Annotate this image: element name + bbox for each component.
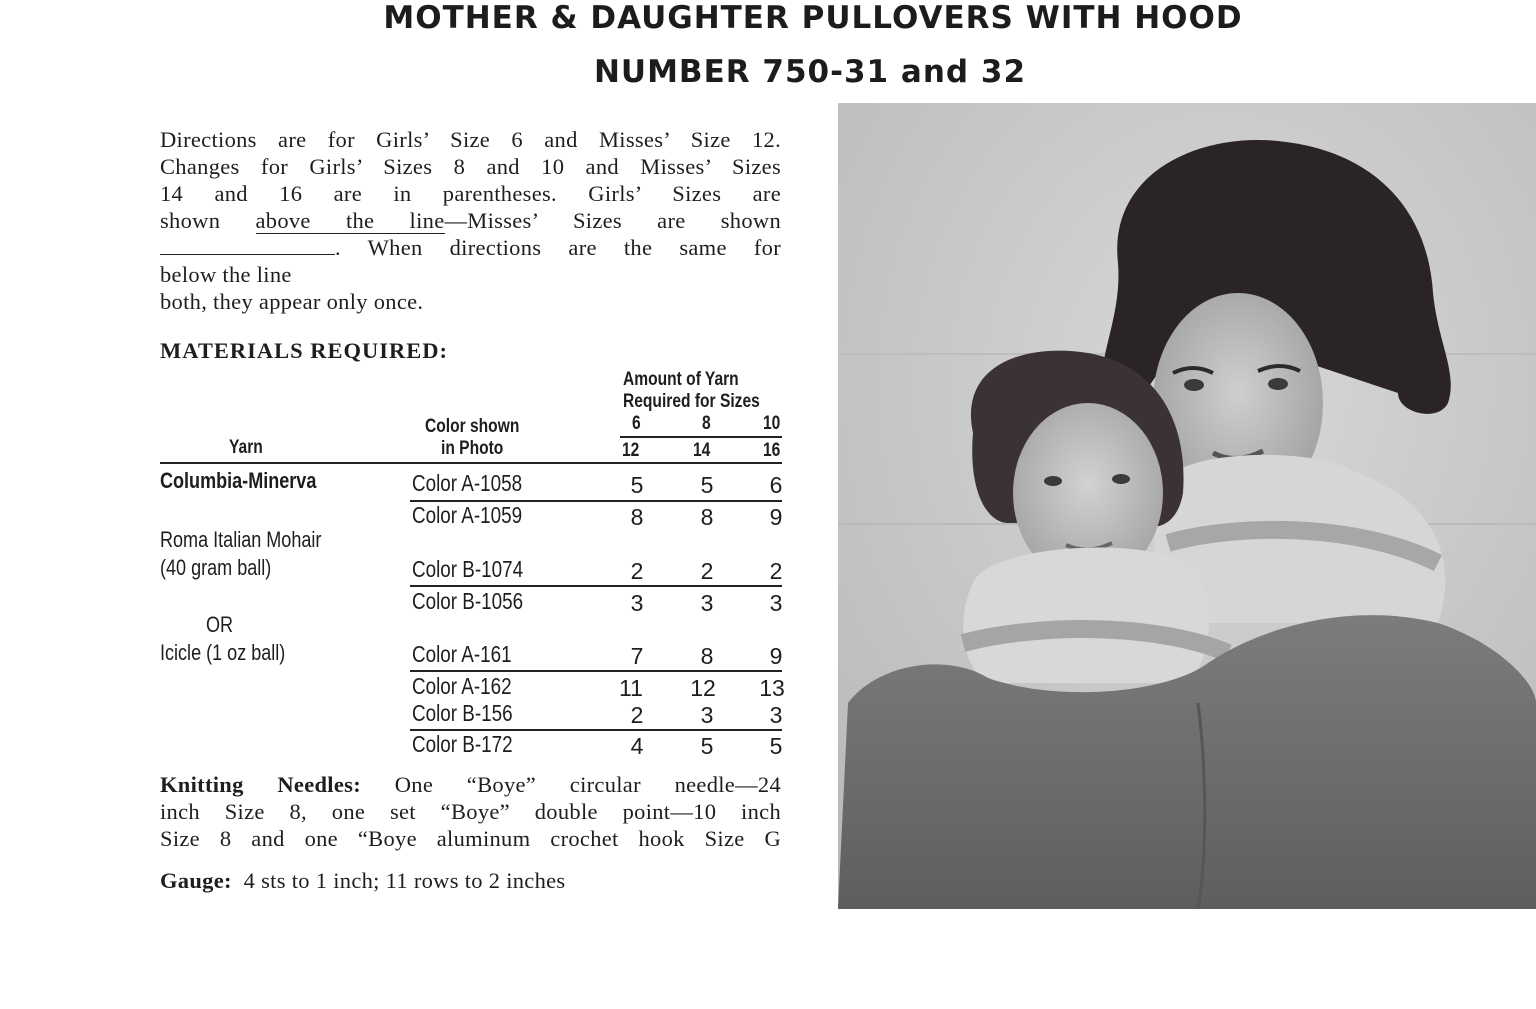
gauge-text: 4 sts to 1 inch; 11 rows to 2 inches [243, 868, 566, 893]
intro-line: both, they appear only once. [160, 289, 424, 314]
girls-size-10: 10 [763, 413, 781, 434]
gauge-label: Gauge: [160, 868, 232, 893]
gauge-paragraph [160, 867, 781, 894]
yarn-amount: 3 [630, 590, 644, 616]
intro-line: 14 and 16 are in parentheses. Girls’ Sizes are [160, 181, 781, 206]
yarn-amount: 2 [630, 702, 644, 728]
misses-size-16: 16 [763, 440, 781, 461]
intro-line: Directions are for Girls’ Size 6 and Misses’ Size 12. [160, 127, 781, 152]
photo-illustration [838, 103, 1536, 909]
yarn-amount: 2 [630, 558, 644, 584]
yarn-amount: 8 [700, 504, 714, 530]
yarn-header: Yarn [229, 437, 263, 458]
yarn-amount: 11 [619, 675, 643, 701]
yarn-or: OR [206, 612, 234, 637]
girls-size-6: 6 [632, 413, 641, 434]
size-divider-line [620, 436, 782, 438]
intro-line [160, 207, 781, 234]
needles-line: inch Size 8, one set “Boye” double point—10 inch [160, 799, 781, 824]
needles-text: One “Boye” circular needle—24 [394, 772, 781, 797]
misses-size-12: 12 [622, 440, 640, 461]
yarn-amount: 5 [630, 472, 644, 498]
intro-text: —Misses’ Sizes are shown [444, 208, 782, 233]
yarn-amount: 6 [769, 472, 783, 498]
header-rule [160, 462, 782, 464]
yarn-amount: 5 [769, 733, 783, 759]
gauge-line [160, 867, 781, 894]
amount-header-line2: Required for Sizes [623, 391, 760, 412]
materials-heading: MATERIALS REQUIRED: [160, 338, 448, 363]
color-code: Color B-172 [412, 731, 513, 757]
yarn-amount: 9 [769, 643, 783, 669]
intro-line: Changes for Girls’ Sizes 8 and 10 and Misses’ Sizes [160, 154, 781, 179]
needles-label: Knitting Needles: [160, 772, 361, 797]
above-the-line-text: above the line [255, 208, 445, 233]
color-code: Color A-161 [412, 641, 512, 667]
yarn-amount: 5 [700, 472, 714, 498]
girls-size-8: 8 [702, 413, 711, 434]
yarn-amount: 9 [769, 504, 783, 530]
yarn-columbia-minerva: Columbia-Minerva [160, 468, 317, 493]
amount-header-line1: Amount of Yarn [623, 369, 739, 390]
color-shown-header-line1: Color shown [425, 416, 520, 437]
color-code: Color B-156 [412, 700, 513, 726]
yarn-amount: 12 [690, 675, 716, 701]
needles-line: Size 8 and one “Boye aluminum crochet hook Size G [160, 826, 781, 851]
yarn-amount: 3 [700, 702, 714, 728]
intro-text: . When directions are the same for [335, 235, 781, 260]
intro-paragraph [160, 126, 781, 315]
row-divider [410, 670, 782, 672]
intro-line: below the line [160, 262, 292, 287]
yarn-amount: 8 [630, 504, 644, 530]
pattern-number: NUMBER 750-31 and 32 [593, 54, 1027, 90]
page-title: MOTHER & DAUGHTER PULLOVERS WITH HOOD [383, 0, 1243, 36]
daughter-collar [963, 548, 1209, 683]
yarn-amount: 4 [630, 733, 644, 759]
yarn-amount: 13 [759, 675, 785, 701]
yarn-roma-mohair: Roma Italian Mohair [160, 527, 322, 552]
blank-line [160, 240, 335, 255]
color-code: Color A-1058 [412, 470, 523, 496]
mother-daughter-photo [838, 103, 1536, 909]
yarn-amount: 3 [769, 590, 783, 616]
intro-line [160, 234, 781, 261]
color-code: Color A-162 [412, 673, 512, 699]
yarn-roma-ball-size: (40 gram ball) [160, 555, 272, 580]
yarn-amount: 3 [769, 702, 783, 728]
row-divider [410, 585, 782, 587]
yarn-icicle: Icicle (1 oz ball) [160, 640, 286, 665]
misses-size-14: 14 [693, 440, 711, 461]
knitting-needles-paragraph [160, 771, 781, 852]
yarn-amount: 5 [700, 733, 714, 759]
yarn-amount: 2 [700, 558, 714, 584]
color-code: Color B-1074 [412, 556, 524, 582]
yarn-amount: 7 [630, 643, 644, 669]
intro-text: shown [160, 208, 221, 233]
yarn-amount: 3 [700, 590, 714, 616]
color-shown-header-line2: in Photo [441, 438, 504, 459]
color-code: Color B-1056 [412, 588, 524, 614]
yarn-amount: 8 [700, 643, 714, 669]
needles-line [160, 771, 781, 798]
yarn-amount: 2 [769, 558, 783, 584]
color-code: Color A-1059 [412, 502, 523, 528]
